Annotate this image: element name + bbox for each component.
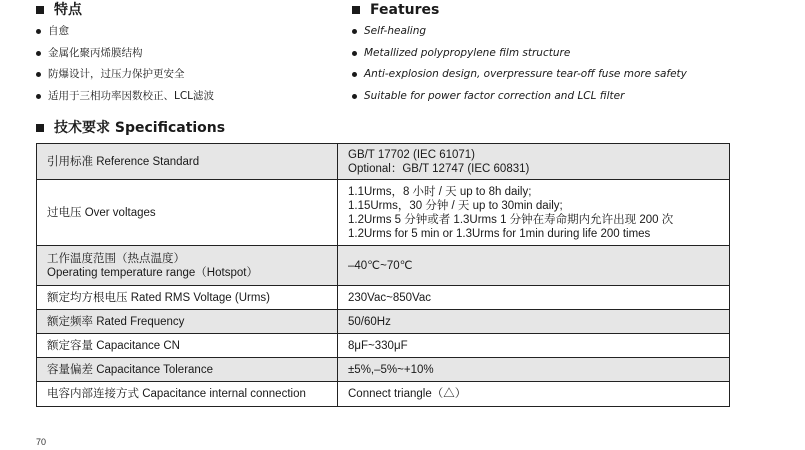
- spec-label: 额定均方根电压 Rated RMS Voltage (Urms): [37, 286, 338, 310]
- spec-label: 过电压 Over voltages: [37, 180, 338, 246]
- spec-value: ±5%,–5%~+10%: [338, 358, 730, 382]
- features-en-heading-text: Features: [370, 2, 440, 18]
- list-item: Self-healing: [352, 21, 687, 43]
- table-row: [37, 246, 730, 286]
- spec-value: –40℃~70℃: [338, 246, 730, 286]
- square-bullet-icon: [352, 6, 360, 14]
- bullet-dot-icon: [352, 72, 357, 77]
- list-item: 自愈: [36, 21, 214, 43]
- spec-label: 引用标准 Reference Standard: [37, 144, 338, 180]
- table-row: [37, 286, 730, 310]
- specifications-heading: [36, 119, 225, 137]
- table-row: [37, 180, 730, 246]
- list-item: Metallized polypropylene film structure: [352, 43, 687, 65]
- features-cn-list: [36, 21, 214, 107]
- table-row: [37, 358, 730, 382]
- spec-value: 8μF~330μF: [338, 334, 730, 358]
- bullet-dot-icon: [352, 94, 357, 99]
- specifications-heading-text: 技术要求 Specifications: [54, 120, 226, 136]
- spec-value: GB/T 17702 (IEC 61071) Optional：GB/T 12747 (IEC 60831): [338, 144, 730, 180]
- table-row: [37, 144, 730, 180]
- table-row: [37, 334, 730, 358]
- bullet-dot-icon: [352, 29, 357, 34]
- table-row: [37, 310, 730, 334]
- list-item: Suitable for power factor correction and LCL filter: [352, 86, 687, 108]
- page-number: 70: [36, 437, 47, 447]
- table-row: [37, 382, 730, 407]
- spec-label: 电容内部连接方式 Capacitance internal connection: [37, 382, 338, 407]
- bullet-dot-icon: [36, 29, 41, 34]
- spec-label: 容量偏差 Capacitance Tolerance: [37, 358, 338, 382]
- features-cn-heading: [36, 1, 82, 19]
- square-bullet-icon: [36, 124, 44, 132]
- list-item: 适用于三相功率因数校正、LCL滤波: [36, 86, 214, 108]
- spec-label: 额定频率 Rated Frequency: [37, 310, 338, 334]
- spec-value: 1.1Urms，8 小时 / 天 up to 8h daily; 1.15Urms，30 分钟 / 天 up to 30min daily; 1.2Urms 5 分钟或者 1.3Urms 1 分钟在寿命期内允许出现 200 次 1.2Urms for 5 min or 1.3Urms for 1min during life 200 times: [338, 180, 730, 246]
- list-item: 金属化聚丙烯膜结构: [36, 43, 214, 65]
- list-item: 防爆设计，过压力保护更安全: [36, 64, 214, 86]
- spec-value: Connect triangle（△）: [338, 382, 730, 407]
- features-cn-heading-text: 特点: [54, 2, 82, 18]
- features-en-list: [352, 21, 687, 107]
- bullet-dot-icon: [352, 51, 357, 56]
- bullet-dot-icon: [36, 94, 41, 99]
- specifications-table: [36, 143, 730, 407]
- features-en-heading: [352, 1, 439, 19]
- bullet-dot-icon: [36, 51, 41, 56]
- square-bullet-icon: [36, 6, 44, 14]
- spec-value: 50/60Hz: [338, 310, 730, 334]
- spec-label: 额定容量 Capacitance CN: [37, 334, 338, 358]
- list-item: Anti-explosion design, overpressure tear-off fuse more safety: [352, 64, 687, 86]
- spec-label: 工作温度范围（热点温度） Operating temperature range（Hotspot）: [37, 246, 338, 286]
- spec-value: 230Vac~850Vac: [338, 286, 730, 310]
- bullet-dot-icon: [36, 72, 41, 77]
